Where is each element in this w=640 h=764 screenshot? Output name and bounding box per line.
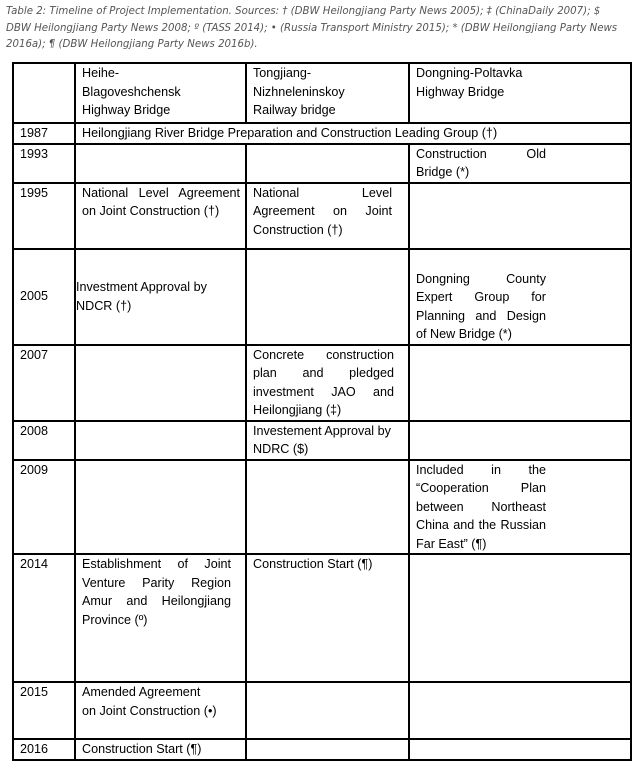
header-tongjiang-bridge: Tongjiang-Nizhneleninskoy Railway bridge: [246, 63, 409, 123]
event-cell-tongjiang: [246, 249, 409, 345]
year-cell: 2007: [13, 345, 75, 421]
table-row: [13, 144, 631, 183]
table-row: [13, 460, 631, 555]
year-cell: 2016: [13, 739, 75, 760]
event-cell-heihe: [75, 460, 246, 555]
header-dongning-bridge: Dongning-Poltavka Highway Bridge: [409, 63, 631, 123]
event-cell-tongjiang: Concrete construction plan and pledged investment JAO and Heilongjiang (‡): [246, 345, 409, 421]
year-cell: 2014: [13, 554, 75, 682]
event-cell-tongjiang: [246, 460, 409, 555]
event-cell-dongning: [409, 421, 631, 460]
table-row: [13, 554, 631, 682]
event-cell-tongjiang: [246, 144, 409, 183]
table-row: [13, 183, 631, 249]
timeline-table: [12, 62, 632, 761]
year-cell: 1995: [13, 183, 75, 249]
event-cell-tongjiang: [246, 682, 409, 739]
event-cell-dongning: Construction Old Bridge (*): [409, 144, 631, 183]
header-corner-cell: [13, 63, 75, 123]
table-row: [13, 345, 631, 421]
year-cell: 2008: [13, 421, 75, 460]
year-cell: 1987: [13, 123, 75, 144]
event-cell-dongning: Included in the “Cooperation Plan between Northeast China and the Russian Far East” (¶): [409, 460, 631, 555]
table-row: [13, 123, 631, 144]
event-cell-heihe: Construction Start (¶): [75, 739, 246, 760]
event-cell-heihe: Establishment of Joint Venture Parity Region Amur and Heilongjiang Province (º): [75, 554, 246, 682]
year-cell: 1993: [13, 144, 75, 183]
event-cell-dongning: Dongning County Expert Group for Planning and Design of New Bridge (*): [409, 249, 631, 345]
year-cell: 2005: [13, 249, 75, 345]
table-row: [13, 739, 631, 760]
event-cell-heihe: Amended Agreement on Joint Construction (•): [75, 682, 246, 739]
header-row: [13, 63, 631, 123]
year-cell: 2009: [13, 460, 75, 555]
event-cell-tongjiang: Construction Start (¶): [246, 554, 409, 682]
year-cell: 2015: [13, 682, 75, 739]
event-cell-dongning: [409, 345, 631, 421]
table-row: [13, 682, 631, 739]
header-heihe-bridge: Heihe-Blagoveshchensk Highway Bridge: [75, 63, 246, 123]
event-cell-dongning: [409, 739, 631, 760]
table-row: [13, 421, 631, 460]
event-cell-all-bridges: Heilongjiang River Bridge Preparation and Construction Leading Group (†): [75, 123, 631, 144]
event-cell-tongjiang: Investement Approval by NDRC ($): [246, 421, 409, 460]
event-cell-dongning: [409, 183, 631, 249]
table-caption: Table 2: Timeline of Project Implementation. Sources: † (DBW Heilongjiang Party News 2005); ‡ (ChinaDaily 2007); $ DBW Heilongjiang Party News 2008; º (TASS 2014); • (Russia Transport Ministry 2015); * (DBW Heilongjiang Party News 2016a); ¶ (DBW Heilongjiang Party News 2016b).: [6, 6, 618, 50]
event-cell-dongning: [409, 554, 631, 682]
table-row: [13, 249, 631, 345]
event-cell-heihe: [75, 421, 246, 460]
event-cell-heihe: National Level Agreement on Joint Construction (†): [75, 183, 246, 249]
event-cell-heihe: [75, 144, 246, 183]
event-cell-tongjiang: [246, 739, 409, 760]
event-cell-dongning: [409, 682, 631, 739]
event-cell-heihe: Investment Approval by NDCR (†): [75, 249, 246, 345]
event-cell-tongjiang: National Level Agreement on Joint Construction (†): [246, 183, 409, 249]
event-cell-heihe: [75, 345, 246, 421]
